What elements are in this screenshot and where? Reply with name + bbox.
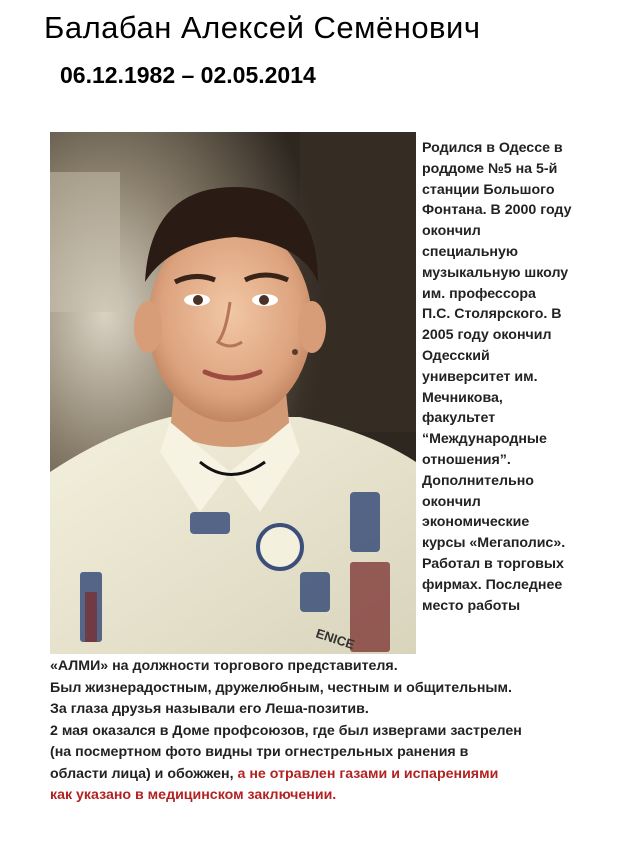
bio-line: место работы bbox=[422, 597, 521, 614]
bio-line: Был жизнерадостным, дружелюбным, честным и общительным. bbox=[50, 679, 512, 696]
bio-line-mixed bbox=[50, 764, 610, 786]
person-name: Балабан Алексей Семёнович bbox=[44, 10, 481, 45]
shirt-print-text: ENICE bbox=[314, 625, 357, 653]
bio-text-black: области лица) и обожжен, bbox=[50, 765, 238, 782]
bio-line: П.С. Столярского. В bbox=[422, 306, 562, 323]
bio-line: фирмах. Последнее bbox=[422, 576, 563, 593]
portrait-photo bbox=[50, 132, 416, 654]
bio-line: курсы «Мегаполис». bbox=[422, 535, 566, 552]
bio-line: отношения”. bbox=[422, 451, 511, 468]
bio-line: (на посмертном фото видны три огнестрельных ранения в bbox=[50, 744, 469, 760]
bio-line: «АЛМИ» на должности торгового представителя. bbox=[50, 658, 398, 674]
biography-side-column bbox=[422, 138, 614, 616]
bio-line-red: как указано в медицинском заключении. bbox=[50, 787, 337, 803]
bio-line: “Международные bbox=[422, 431, 547, 448]
bio-line: Родился в Одессе в bbox=[422, 140, 563, 156]
bio-line: факультет bbox=[422, 410, 496, 427]
bio-line: им. профессора bbox=[422, 285, 536, 302]
bio-line: Мечникова, bbox=[422, 389, 503, 406]
bio-text-red: а не отравлен газами и испарениями bbox=[237, 765, 499, 782]
bio-line: станции Большого bbox=[422, 181, 555, 198]
bio-line: Одесский bbox=[422, 347, 490, 364]
bio-line: экономические bbox=[422, 514, 530, 531]
life-dates: 06.12.1982 – 02.05.2014 bbox=[60, 62, 316, 88]
bio-line: университет им. bbox=[422, 368, 538, 385]
bio-line: окончил bbox=[422, 493, 481, 510]
bio-line: Дополнительно bbox=[422, 472, 534, 489]
bio-line: Работал в торговых bbox=[422, 555, 564, 572]
bio-line: 2005 году окончил bbox=[422, 327, 552, 344]
bio-line: Фонтана. В 2000 году bbox=[422, 202, 572, 219]
bio-line: За глаза друзья называли его Леша-позитив. bbox=[50, 701, 369, 717]
bio-line: окончил bbox=[422, 223, 481, 240]
biography-bottom-block bbox=[50, 656, 610, 807]
bio-line: музыкальную школу bbox=[422, 264, 569, 281]
bio-line: специальную bbox=[422, 243, 518, 260]
bio-line: роддоме №5 на 5-й bbox=[422, 160, 558, 177]
bio-line: 2 мая оказался в Доме профсоюзов, где был извергами застрелен bbox=[50, 722, 522, 739]
